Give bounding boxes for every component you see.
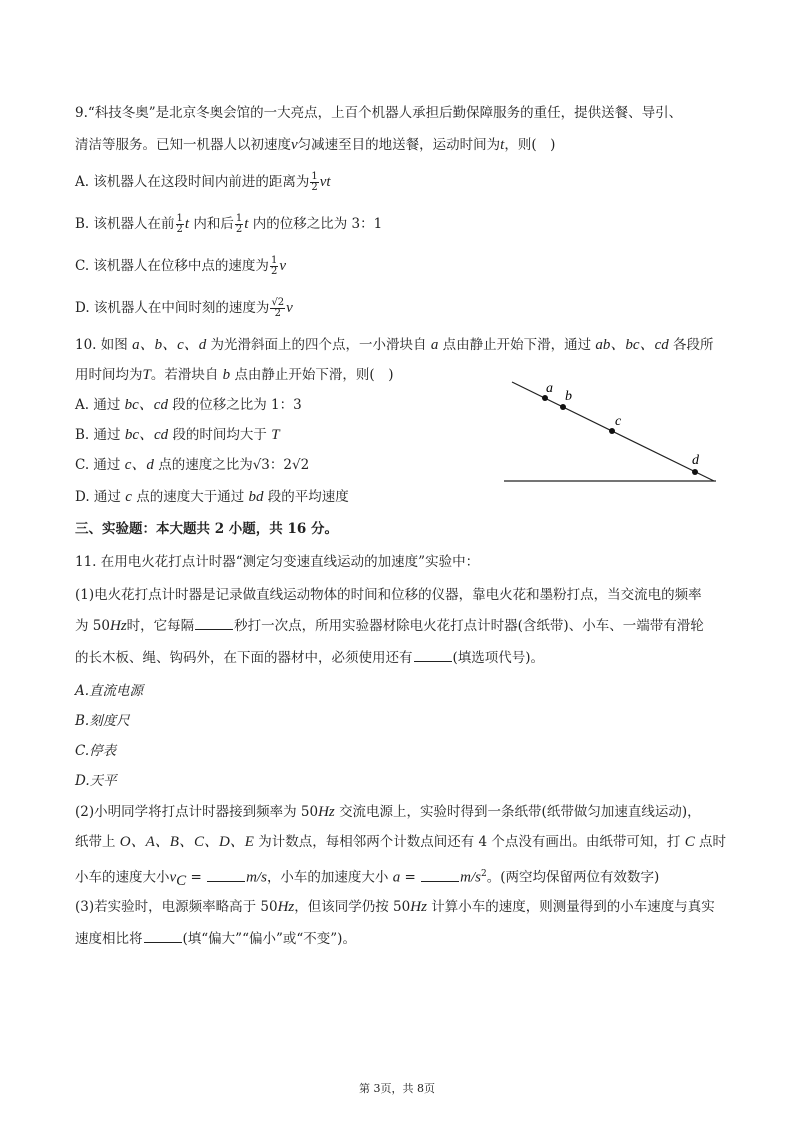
label-a: a: [546, 381, 553, 396]
q9-stem-text: ，则( ): [504, 137, 556, 153]
var-v: v: [279, 258, 286, 274]
segments: ab、bc、cd: [595, 337, 669, 353]
q11-option-b: B.刻度尺: [75, 713, 130, 729]
unit-hz: Hz: [277, 899, 295, 915]
q10-text: 为光滑斜面上的四个点，一小滑块自: [210, 337, 427, 353]
var-T: T: [142, 367, 151, 383]
option-text: D. 该机器人在中间时刻的速度为: [75, 300, 270, 316]
fraction-sqrt2-over-2: [270, 298, 285, 319]
var-c: c: [125, 489, 132, 505]
var-vt: vt: [319, 174, 331, 190]
answer-blank-interval[interactable]: [195, 616, 233, 630]
var-v: v: [286, 300, 293, 316]
q11-part1-line-1: (1)电火花打点计时器是记录做直线运动物体的时间和位移的仪器，靠电火花和墨粉打点，当交流电的频率: [75, 587, 702, 603]
label-c: c: [615, 414, 622, 429]
q11-part2-line-3: 小车的速度大小$v_C = m/s$，小车的加速度大小 $a = m/s^2$。(两空均保留两位有效数字): [75, 869, 660, 890]
q11-text: 交流电源上，实验时得到一条纸带(纸带做匀加速直线运动)，: [339, 804, 701, 820]
q11-text: (2)小明同学将打点计时器接到频率为 50: [75, 804, 319, 820]
frac-den: 2: [274, 308, 281, 319]
incline-figure: [490, 370, 720, 488]
q11-text: 计算小车的速度，则测量得到的小车速度与真实: [431, 899, 715, 915]
unit-hz: Hz: [318, 804, 335, 820]
q11-text: 时，它每隔: [126, 618, 195, 634]
points-abcd: a、b、c、d: [132, 337, 207, 353]
option-text: 点的速度大于通过: [136, 489, 245, 505]
answer-blank-equipment[interactable]: [414, 648, 452, 662]
q10-stem-line-1: [75, 336, 714, 354]
q10-text: 10. 如图: [75, 337, 128, 353]
frac-den: 2: [270, 266, 278, 277]
frac-num: 1: [270, 255, 278, 266]
option-text: 段的平均速度: [267, 489, 349, 505]
var-t: t: [244, 216, 249, 232]
segment-bd: bd: [248, 489, 264, 505]
segments: bc、cd: [124, 427, 169, 443]
q11-stem: 11. 在用电火花打点计时器“测定匀变速直线运动的加速度”实验中：: [75, 554, 480, 570]
frac-num: 1: [311, 171, 318, 182]
var-t: t: [184, 216, 190, 232]
q10-text: 。若滑块自: [150, 367, 219, 383]
q11-text: 纸带上: [75, 834, 116, 850]
q11-text: 速度相比将: [75, 931, 143, 947]
label-d: d: [692, 453, 699, 468]
q10-text: 用时间均为: [75, 367, 143, 383]
option-text: A. 通过: [75, 397, 121, 413]
var-a: a: [392, 869, 401, 886]
q11-text: 的长木板、绳、钩码外，在下面的器材中，必须使用还有: [75, 650, 413, 666]
frac-den: 2: [235, 224, 243, 235]
segments: bc、cd: [124, 397, 168, 413]
answer-blank-acceleration[interactable]: [421, 868, 459, 882]
q9-option-a: [75, 172, 331, 193]
frac-num: 1: [176, 213, 183, 224]
q9-option-b: [75, 214, 382, 235]
option-text: 内的位移之比为 3：1: [252, 216, 383, 232]
count-points: O、A、B、C、D、E: [119, 834, 254, 850]
option-text: 点的速度之比为√3：2√2: [158, 457, 310, 473]
label-b: b: [565, 389, 572, 404]
option-text: B. 该机器人在前: [75, 216, 175, 232]
q10-text: 点由静止开始下滑，则( ): [234, 367, 394, 383]
option-text: A. 该机器人在这段时间内前进的距离为: [75, 174, 310, 190]
q11-text: =: [186, 869, 207, 886]
var-b: b: [222, 367, 231, 383]
q10-option-b: [75, 426, 280, 444]
var-v: v: [291, 137, 298, 153]
frac-den: 2: [311, 182, 318, 193]
q11-text: 为 50: [75, 618, 110, 634]
fraction-half: [235, 214, 243, 235]
frac-num: 1: [235, 213, 243, 224]
q11-text: 秒打一次点，所用实验器材除电火花打点计时器(含纸带)、小车、一端带有滑轮: [234, 618, 704, 634]
fraction-half: [176, 214, 184, 235]
q9-stem-text: 清洁等服务。已知一机器人以初速度: [75, 137, 291, 153]
page-footer: 第 3页，共 8页: [359, 1082, 435, 1095]
q10-text: 点由静止开始下滑，通过: [442, 337, 592, 353]
unit-ms: m/s: [246, 869, 267, 886]
q10-stem-line-2: [75, 366, 393, 384]
var-T: T: [271, 427, 280, 443]
var-t: t: [500, 137, 505, 153]
q11-part3-line-2: [75, 929, 356, 948]
option-text: B. 通过: [75, 427, 121, 443]
section-heading: 三、实验题：本大题共 2 小题，共 16 分。: [75, 521, 338, 537]
q11-text: ，但该同学仍按 50: [294, 899, 411, 915]
q11-text: ，小车的加速度大小: [266, 869, 389, 886]
var-a: a: [430, 337, 439, 353]
q11-part1-line-2: [75, 616, 704, 635]
q11-text: 。(两空均保留两位有效数字): [486, 869, 660, 886]
points-cd: c、d: [124, 457, 154, 473]
q9-stem-line-1: 9.“科技冬奥”是北京冬奥会馆的一大亮点，上百个机器人承担后勤保障服务的重任，提供送餐、导引、: [75, 105, 683, 121]
unit-hz: Hz: [109, 618, 127, 634]
option-text: 内和后: [193, 216, 234, 232]
q10-text: 各段所: [673, 337, 714, 353]
var-C: C: [684, 834, 695, 850]
frac-den: 2: [176, 224, 183, 235]
q10-option-d: [75, 488, 349, 506]
unit-ms2: m/s: [460, 869, 481, 886]
frac-num: √2: [271, 297, 285, 308]
q11-text: (填“偏大”“偏小”或“不变”)。: [182, 931, 356, 947]
option-text: 段的时间均大于: [172, 427, 267, 443]
q11-option-d: D.天平: [75, 773, 117, 789]
option-text: C. 通过: [75, 457, 121, 473]
q9-option-c: [75, 256, 286, 277]
unit-hz: Hz: [410, 899, 427, 915]
var-vc: v: [169, 869, 177, 886]
q9-stem-text: 匀减速至目的地送餐，运动时间为: [297, 137, 501, 153]
answer-blank-comparison[interactable]: [144, 929, 182, 943]
point-d: [692, 469, 698, 475]
q11-text: (填选项代号)。: [452, 650, 545, 666]
q11-part2-line-2: [75, 833, 726, 851]
q9-stem-line-2: [75, 136, 555, 154]
q10-option-c: [75, 456, 309, 474]
option-text: 段的位移之比为 1：3: [172, 397, 302, 413]
option-text: D. 通过: [75, 489, 121, 505]
q11-text: (3)若实验时，电源频率略高于 50: [75, 899, 278, 915]
q11-text: 为计数点，每相邻两个计数点间还有 4 个点没有画出。由纸带可知，打: [258, 834, 681, 850]
var-vc-subscript: C: [176, 873, 187, 890]
q10-option-a: [75, 396, 302, 414]
q11-option-c: C.停表: [75, 743, 117, 759]
q11-text: 点时: [699, 834, 727, 850]
fraction-half: [310, 172, 318, 193]
option-text: C. 该机器人在位移中点的速度为: [75, 258, 269, 274]
point-b: [560, 404, 566, 410]
fraction-half: [270, 256, 278, 277]
q11-option-a: A.直流电源: [75, 683, 144, 699]
q11-text: 小车的速度大小: [75, 869, 170, 886]
q11-part3-line-1: [75, 898, 715, 916]
q11-part1-line-3: [75, 648, 544, 667]
answer-blank-velocity[interactable]: [207, 868, 245, 882]
q11-part2-line-1: [75, 803, 701, 821]
q9-option-d: [75, 298, 293, 319]
